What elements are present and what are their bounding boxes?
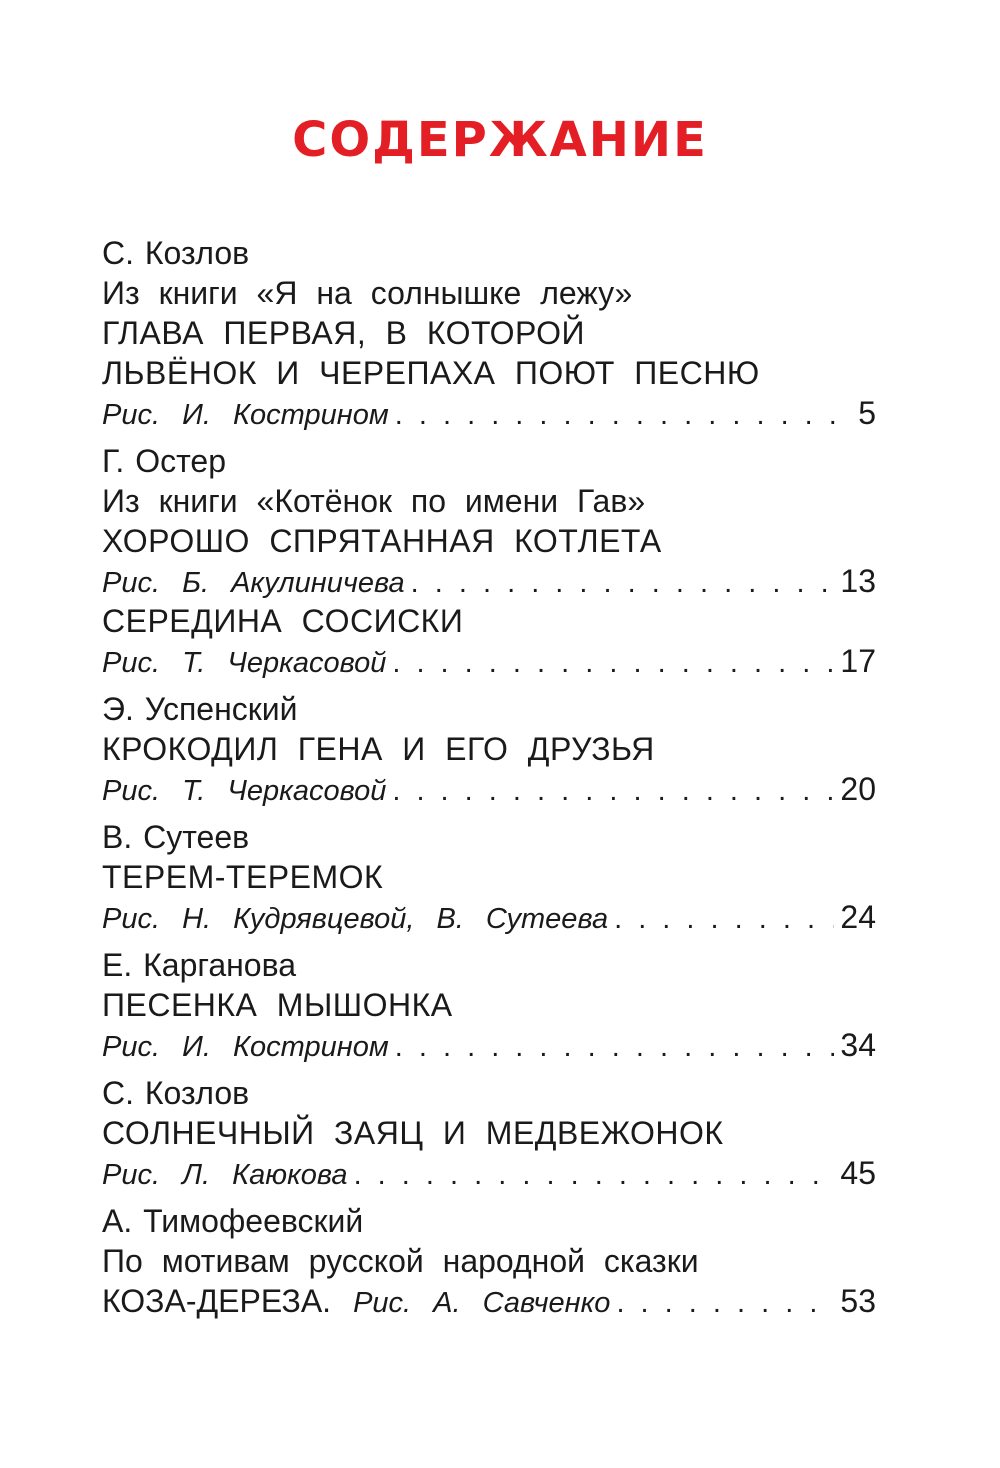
entry-illustrator-line[interactable] [102,897,876,937]
entry-illustrator-line[interactable] [102,769,876,809]
entry-title: ГЛАВА ПЕРВАЯ, В КОТОРОЙ [102,315,586,351]
table-of-contents [102,233,876,1321]
entry-illustrator-line[interactable] [102,1153,876,1193]
dot-leader [354,1155,835,1193]
entry-author: Г. Остер [102,443,226,479]
dot-leader [392,643,834,681]
entry-author: А. Тимофеевский [102,1203,364,1239]
dot-leader [392,771,834,809]
page-title: СОДЕРЖАНИЕ [292,112,708,168]
entry-page-number: 45 [840,1155,876,1191]
entry-author: Э. Успенский [102,691,298,727]
entry-note: Из книги «Я на солнышке лежу» [102,275,633,311]
dot-leader [395,1027,835,1065]
entry-author: С. Козлов [102,235,250,271]
entry-page-number: 53 [840,1283,876,1319]
entry-title: КРОКОДИЛ ГЕНА И ЕГО ДРУЗЬЯ [102,731,655,767]
entry-page-number: 20 [840,771,876,807]
dot-leader [395,395,852,433]
entry-illustrator-line[interactable] [102,393,876,433]
entry-illustrator: Рис. Б. Акулиничева [102,567,405,599]
toc-entry [102,233,876,433]
dot-leader [614,899,834,937]
entry-illustrator: Рис. И. Кострином [102,399,389,431]
entry-page-number: 24 [840,899,876,935]
entry-author: Е. Карганова [102,947,297,983]
entry-note: По мотивам русской народной сказки [102,1243,699,1279]
entry-illustrator: Рис. И. Кострином [102,1031,389,1063]
entry-title: СЕРЕДИНА СОСИСКИ [102,603,464,639]
toc-entry [102,817,876,937]
toc-entry [102,441,876,601]
entry-page-number: 17 [840,643,876,679]
entry-illustrator: Рис. Н. Кудрявцевой, В. Сутеева [102,903,609,935]
entry-author: В. Сутеев [102,819,250,855]
entry-illustrator: Рис. Т. Черкасовой [102,775,387,807]
entry-title: КОЗА-ДЕРЕЗА. [102,1283,332,1319]
toc-entry [102,945,876,1065]
entry-page-number: 34 [840,1027,876,1063]
entry-title: СОЛНЕЧНЫЙ ЗАЯЦ И МЕДВЕЖОНОК [102,1115,724,1151]
entry-illustrator: Рис. Т. Черкасовой [102,647,387,679]
toc-entry [102,601,876,681]
entry-illustrator-line[interactable] [102,1025,876,1065]
entry-illustrator: Рис. А. Савченко [353,1287,611,1319]
entry-illustrator-line[interactable] [102,561,876,601]
entry-illustrator: Рис. Л. Каюкова [102,1159,348,1191]
entry-title: ХОРОШО СПРЯТАННАЯ КОТЛЕТА [102,523,662,559]
entry-author: С. Козлов [102,1075,250,1111]
entry-note: Из книги «Котёнок по имени Гав» [102,483,646,519]
entry-title: ЛЬВЁНОК И ЧЕРЕПАХА ПОЮТ ПЕСНЮ [102,355,760,391]
entry-illustrator-line[interactable] [102,1281,876,1321]
entry-page-number: 13 [840,563,876,599]
toc-entry [102,1073,876,1193]
dot-leader [616,1283,834,1321]
entry-page-number: 5 [858,395,876,431]
entry-title: ПЕСЕНКА МЫШОНКА [102,987,453,1023]
dot-leader [411,563,835,601]
entry-illustrator-line[interactable] [102,641,876,681]
entry-title: ТЕРЕМ-ТЕРЕМОК [102,859,384,895]
toc-entry [102,689,876,809]
toc-entry [102,1201,876,1321]
